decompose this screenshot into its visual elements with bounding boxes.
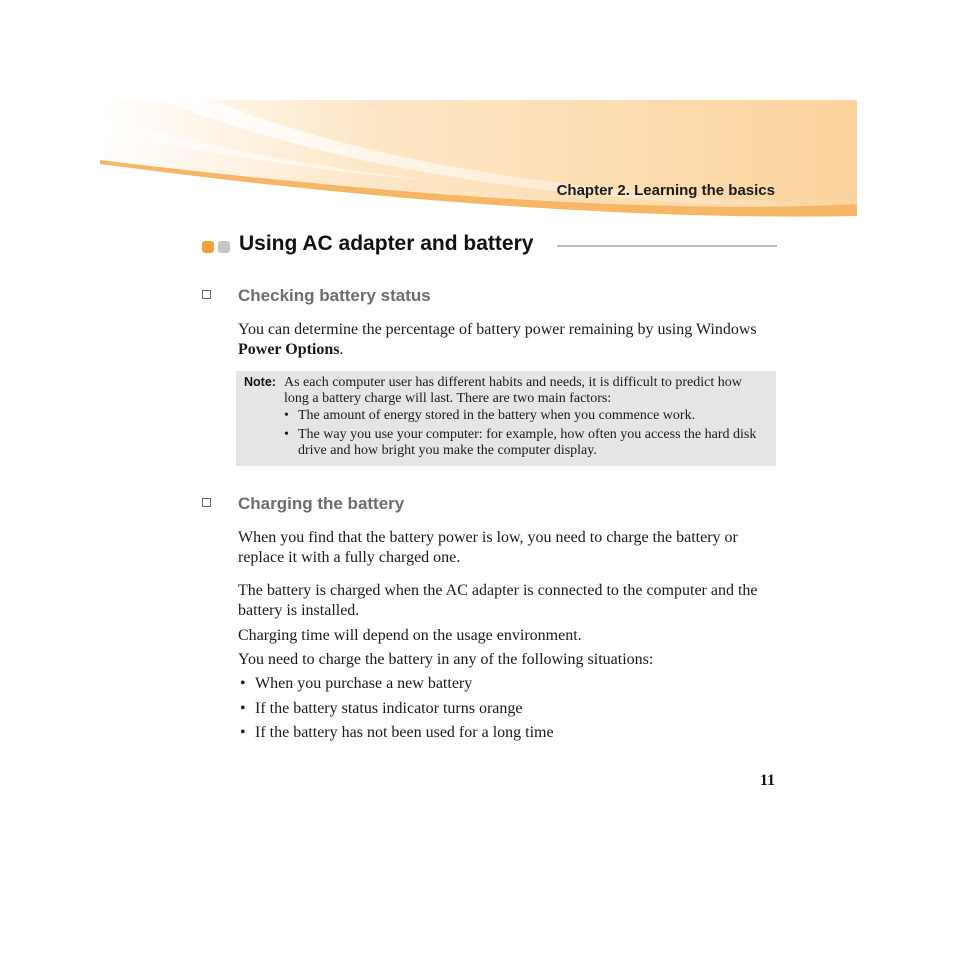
power-options-term: Power Options: [238, 341, 340, 358]
list-item: [240, 674, 760, 694]
paragraph: When you find that the battery power is low, you need to charge the battery or replace it with a fully charged one.: [238, 529, 738, 566]
section-title: Using AC adapter and battery: [239, 232, 534, 255]
list-item: [240, 723, 760, 743]
bullet-icon: •: [240, 675, 246, 692]
orange-square-icon: [202, 241, 214, 253]
note-list-item: [284, 427, 770, 459]
section-divider: [557, 245, 777, 247]
note-list-text: The way you use your computer: for example, how often you access the hard disk drive and how bright you make the computer display.: [298, 427, 757, 458]
paragraph: The battery is charged when the AC adapter is connected to the computer and the battery is installed.: [238, 582, 758, 619]
list-item-text: If the battery status indicator turns orange: [255, 700, 523, 717]
paragraph-end: .: [339, 341, 344, 358]
chapter-heading: Chapter 2. Learning the basics: [556, 182, 775, 199]
subsection-title: Charging the battery: [238, 494, 405, 513]
note-label: Note:: [244, 375, 276, 389]
note-list-text: The amount of energy stored in the battery when you commence work.: [298, 408, 696, 423]
header-banner: [100, 100, 857, 218]
square-bullet-icon: [202, 498, 211, 507]
note-box: [236, 371, 776, 466]
list-item: [240, 699, 760, 719]
grey-square-icon: [218, 241, 230, 253]
square-bullet-icon: [202, 290, 211, 299]
page-number: 11: [759, 772, 775, 789]
paragraph: Charging time will depend on the usage environment.: [238, 627, 582, 644]
paragraph-text: You can determine the percentage of battery power remaining by using Windows: [238, 321, 757, 338]
list-item-text: If the battery has not been used for a long time: [255, 724, 554, 741]
paragraph-power-options: [238, 320, 778, 360]
bullet-icon: •: [240, 700, 246, 717]
subsection-heading-charging: [202, 494, 762, 516]
bullet-icon: •: [284, 408, 289, 423]
paragraph: You need to charge the battery in any of the following situations:: [238, 651, 654, 668]
note-list-item: [284, 408, 770, 424]
note-text: As each computer user has different habits and needs, it is difficult to predict how long a battery charge will last. There are two main factors:: [284, 375, 742, 406]
list-item-text: When you purchase a new battery: [255, 675, 473, 692]
bullet-icon: •: [284, 427, 289, 442]
subsection-heading-checking: [202, 286, 762, 308]
subsection-title: Checking battery status: [238, 286, 431, 305]
bullet-icon: •: [240, 724, 246, 741]
section-heading: [202, 232, 777, 262]
